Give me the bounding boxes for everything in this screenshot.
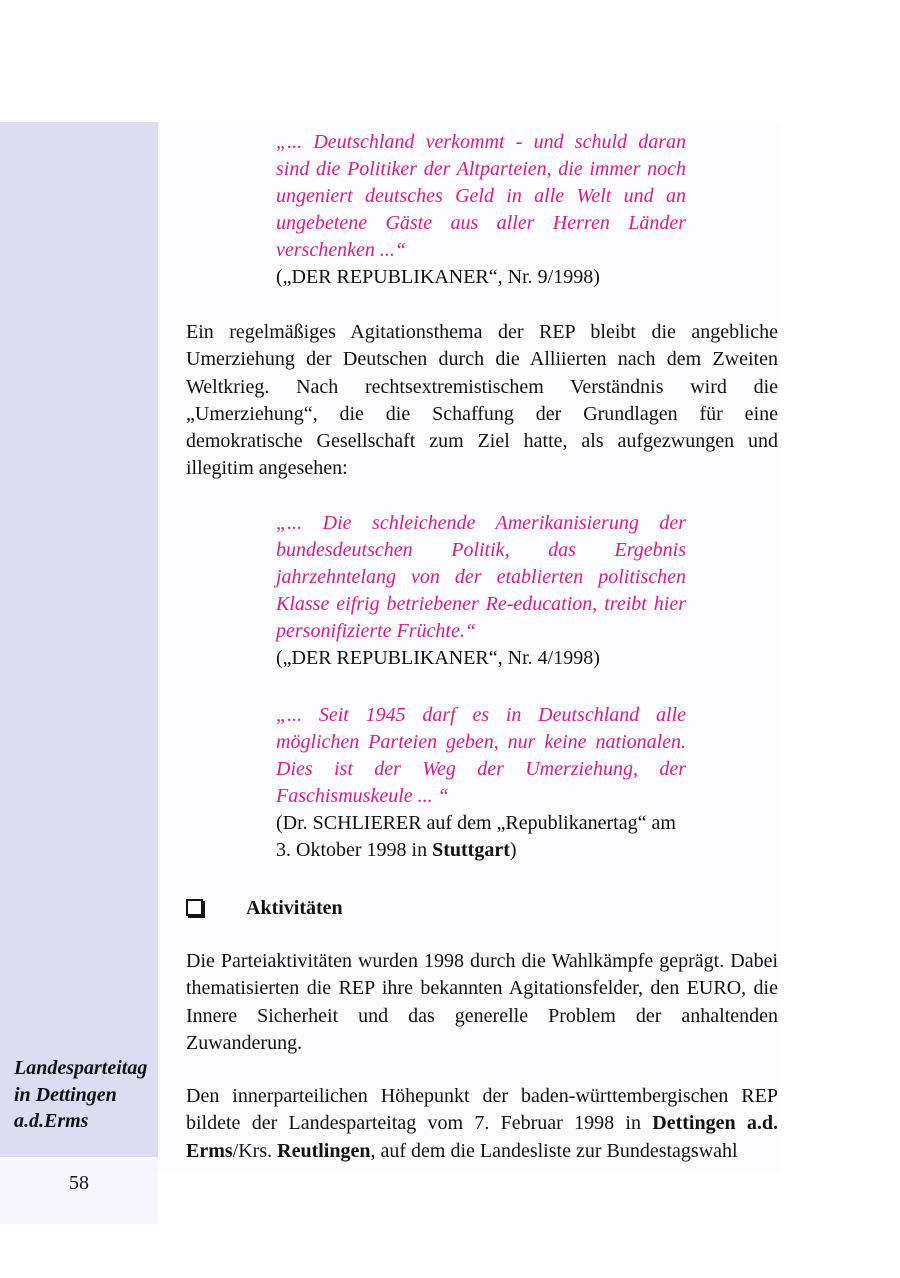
quote-1: [276, 129, 686, 291]
paragraph-landesparteitag-place: Dettingen a.d. Erms: [186, 1112, 778, 1162]
quote-2-source: („DER REPUBLIKANER“, Nr. 4/1998): [276, 647, 600, 669]
paragraph-landesparteitag-district: Reutlingen: [277, 1139, 371, 1162]
paragraph-umerziehung: Ein regelmäßiges Agitationsthema der REP bleibt die angebliche Umerziehung der Deutschen durch die Alliierten nach dem Zweiten Weltkrieg. Nach rechtsextremistischem Verständnis wird die „Umerziehung“, die die Schaffung der Grundlagen für eine demokratische Gesellschaft zum Ziel hatte, als aufgezwungen und illegitim angesehen:: [186, 321, 778, 480]
margin-note: Landesparteitag in Dettingen a.d.Erms: [14, 1057, 148, 1132]
paragraph-landesparteitag: [186, 1083, 778, 1165]
paragraph-landesparteitag-part1: Den innerparteilichen Höhepunkt der baden-württembergischen REP bildete der Landesparteitag vom 7. Februar 1998 in: [186, 1085, 778, 1135]
quote-1-text: „... Deutschland verkommt - und schuld daran sind die Politiker der Altparteien, die immer noch ungeniert deutsches Geld in alle Welt und an ungebetene Gäste aus aller Herren Länder verschenken ...“: [276, 131, 686, 261]
quote-3-source-location: Stuttgart: [432, 839, 510, 861]
quote-2-text: „... Die schleichende Amerikanisierung der bundesdeutschen Politik, das Ergebnis jahrzehntelang von der etablierten politischen Klasse eifrig betriebener Re-education, treibt hier personifizierte Früchte.“: [276, 512, 686, 642]
quote-3: [276, 702, 686, 864]
paragraph-aktivitaeten: Die Parteiaktivitäten wurden 1998 durch die Wahlkämpfe geprägt. Dabei thematisierten die REP ihre bekannten Agitationsfelder, den EURO, die Innere Sicherheit und das generelle Problem der anhaltenden Zuwanderung.: [186, 950, 778, 1054]
section-heading: [186, 895, 586, 923]
page-number: 58: [69, 1172, 89, 1194]
sidebar-band: [0, 122, 158, 1157]
quote-3-text: „... Seit 1945 darf es in Deutschland alle möglichen Parteien geben, nur keine nationalen. Dies ist der Weg der Umerziehung, der Faschismuskeule ... “: [276, 704, 686, 807]
quote-1-source: („DER REPUBLIKANER“, Nr. 9/1998): [276, 266, 600, 288]
section-title: Aktivitäten: [246, 897, 343, 919]
quote-3-source-suffix: ): [509, 839, 517, 861]
paragraph-landesparteitag-part3: , auf dem die Landesliste zur Bundestagswahl: [370, 1139, 738, 1162]
quote-3-source: [276, 810, 686, 864]
paragraph-landesparteitag-part2: /Krs.: [232, 1139, 278, 1162]
quote-2: [276, 510, 686, 672]
checkbox-bullet-icon: [186, 899, 203, 916]
quote-3-source-prefix: (Dr. SCHLIERER auf dem „Republikanertag“ am 3. Oktober 1998 in: [276, 812, 676, 861]
